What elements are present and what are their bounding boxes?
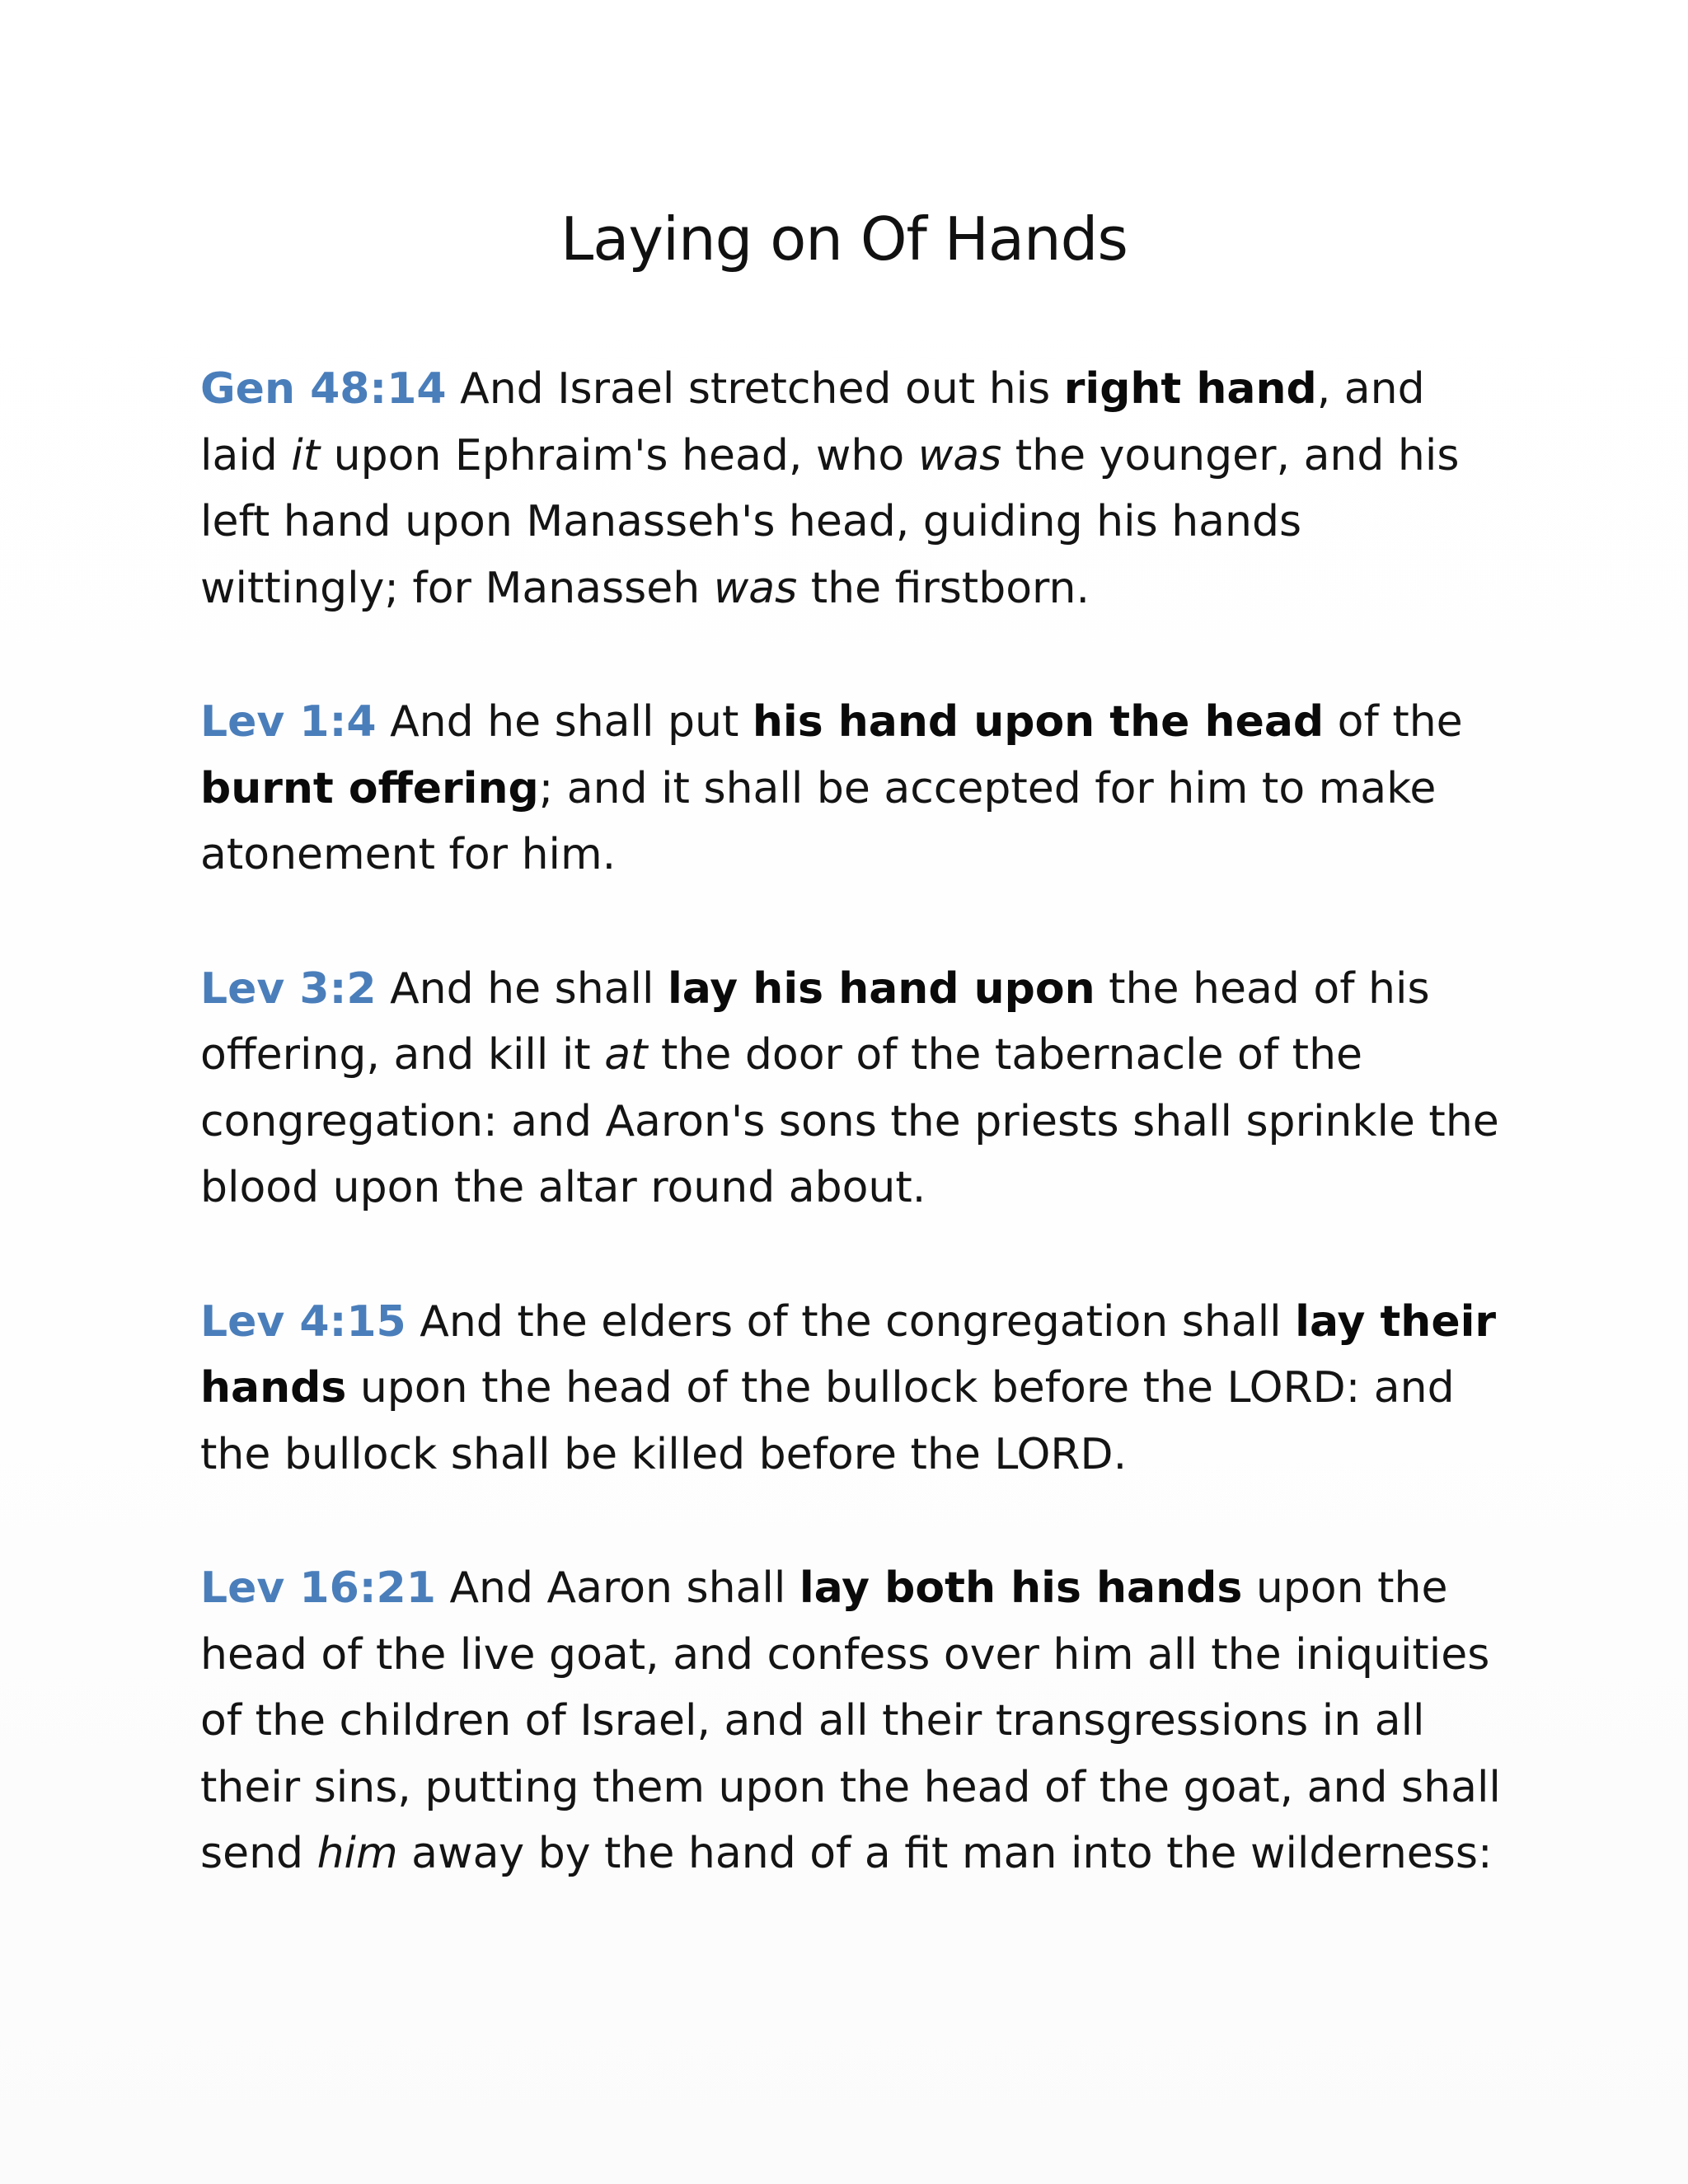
verse-text: And the elders of the congregation shall	[406, 1296, 1296, 1347]
verse-text: upon Ephraim's head, who	[320, 430, 918, 480]
verse-italic: it	[291, 430, 321, 480]
verse-text: And Israel stretched out his	[446, 364, 1064, 414]
verse-reference: Lev 4:15	[200, 1296, 406, 1347]
verse-emphasis: his hand upon the head	[752, 697, 1325, 747]
verse-reference: Lev 1:4	[200, 697, 377, 747]
verse-emphasis: lay both his hands	[799, 1563, 1243, 1613]
verse-text: the firstborn.	[797, 563, 1090, 613]
verse-emphasis: lay their hands	[200, 1296, 1497, 1413]
verse-text: ; and it shall be accepted for him to make atonement for him.	[200, 763, 1437, 879]
verse-reference: Lev 16:21	[200, 1563, 436, 1613]
verse-emphasis: lay his hand upon	[667, 963, 1095, 1014]
verse-list	[200, 356, 1511, 1955]
verse-emphasis: right hand	[1063, 364, 1317, 414]
verse-text: away by the hand of a fit man into the wilderness:	[397, 1829, 1493, 1878]
verse-lev-3-2	[200, 956, 1511, 1221]
verse-reference: Lev 3:2	[200, 963, 377, 1014]
verse-italic: was	[713, 563, 798, 613]
verse-text: the younger, and his left hand upon Manasseh's head, guiding his hands wittingly; for Manasseh	[200, 430, 1460, 613]
verse-lev-16-21	[200, 1555, 1511, 1887]
verse-emphasis: burnt offering	[200, 763, 539, 813]
verse-lev-1-4	[200, 689, 1511, 888]
verse-reference: Gen 48:14	[200, 364, 447, 414]
page-title: Laying on Of Hands	[560, 204, 1128, 274]
verse-text: And he shall	[376, 963, 668, 1014]
verse-italic: was	[917, 430, 1002, 480]
verse-lev-4-15	[200, 1289, 1511, 1488]
verse-gen-48-14	[200, 356, 1511, 621]
verse-text: upon the head of the bullock before the LORD: and the bullock shall be killed before the LORD.	[200, 1363, 1455, 1479]
verse-italic: him	[316, 1829, 398, 1878]
verse-text: of the	[1324, 697, 1463, 747]
verse-italic: at	[604, 1030, 648, 1080]
verse-text: the head of his offering, and kill it	[200, 963, 1430, 1080]
verse-text: , and laid	[200, 364, 1425, 480]
verse-text: And he shall put	[376, 697, 753, 747]
verse-text: And Aaron shall	[435, 1563, 799, 1613]
verse-text: the door of the tabernacle of the congregation: and Aaron's sons the priests shall sprinkle the blood upon the altar round about.	[200, 1030, 1499, 1212]
verse-text: upon the head of the live goat, and confess over him all the iniquities of the children of Israel, and all their transgressions in all their sins, putting them upon the head of the goat, and shall send	[200, 1563, 1501, 1878]
